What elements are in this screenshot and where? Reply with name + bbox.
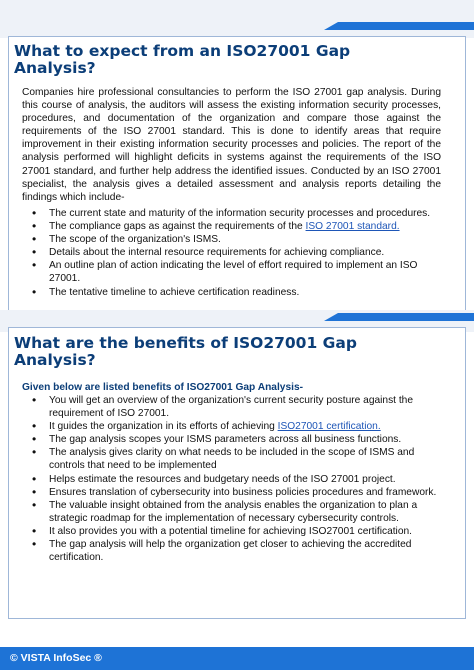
iso27001-standard-link[interactable]: ISO 27001 standard. [305, 221, 400, 233]
list-item [32, 420, 442, 433]
list-item [32, 486, 442, 499]
list-item [32, 473, 442, 486]
list-item-text: It guides the organization in its efforts of achieving [49, 421, 278, 433]
list-item [32, 220, 442, 233]
list-item [32, 394, 442, 420]
list-item-text: The compliance gaps as against the requirements of the [49, 221, 306, 233]
list-item-text: An outline plan of action indicating the level of effort required to implement an ISO 27001. [49, 260, 418, 285]
section-benefits-title: What are the benefits of ISO27001 Gap Analysis? [14, 334, 357, 369]
list-item-text: The gap analysis will help the organization get closer to achieving the accredited certification. [49, 539, 412, 564]
list-item-text: The analysis gives clarity on what needs to be included in the scope of ISMS and controls that need to be implemented [49, 447, 415, 472]
list-item-text: You will get an overview of the organization's current security posture against the requirement of ISO 27001. [49, 395, 413, 420]
section-expect-list [32, 207, 442, 299]
section-benefits-list [32, 394, 442, 564]
footer-copyright: © VISTA InfoSec ® [10, 652, 102, 664]
list-item [32, 246, 442, 259]
list-item [32, 233, 442, 246]
list-item-text: Helps estimate the resources and budgetary needs of the ISO 27001 project. [49, 473, 396, 485]
list-item [32, 286, 442, 299]
mid-accent-bar [324, 313, 474, 321]
list-item-text: The gap analysis scopes your ISMS parameters across all business functions. [49, 434, 402, 446]
list-item [32, 433, 442, 446]
list-item [32, 207, 442, 220]
iso27001-certification-link[interactable]: ISO27001 certification. [277, 421, 381, 433]
list-item-text: The current state and maturity of the information security processes and procedures. [49, 208, 431, 219]
list-item-text: The tentative timeline to achieve certification readiness. [49, 286, 300, 298]
footer-bar [0, 647, 474, 670]
list-item-text: Ensures translation of cybersecurity into business policies procedures and framework. [49, 486, 437, 498]
list-item-text: It also provides you with a potential timeline for achieving ISO27001 certification. [49, 525, 412, 537]
section-expect-paragraph: Companies hire professional consultancies to perform the ISO 27001 gap analysis. During this course of analysis, the auditors will assess the existing information security processes, procedures, and documentation of the organization and compare those against the requirements of the ISO 27001 standard. This is done to identify areas that require improvement in their existing information security processes and policies. The report of the analysis performed will highlight deficits in systems against the requirements of the ISO 27001 standard, and further help address the identified issues. Conducted by an ISO 27001 specialist, the analysis gives a detailed assessment and analysis reports detailing the findings which include- [22, 87, 441, 203]
list-item-text: The valuable insight obtained from the analysis enables the organization to plan a strategic roadmap for the implementation of necessary cybersecurity controls. [49, 499, 418, 524]
section-benefits-intro: Given below are listed benefits of ISO27001 Gap Analysis- [22, 382, 304, 393]
list-item-text: The scope of the organization's ISMS. [49, 234, 221, 246]
list-item [32, 499, 442, 525]
list-item [32, 525, 442, 538]
list-item-text: Details about the internal resource requirements for achieving compliance. [49, 247, 385, 259]
section-expect-title: What to expect from an ISO27001 Gap Analysis? [14, 42, 351, 77]
top-band [0, 0, 474, 38]
top-accent-bar [324, 22, 474, 30]
list-item [32, 446, 442, 472]
list-item [32, 538, 442, 564]
list-item [32, 259, 442, 285]
